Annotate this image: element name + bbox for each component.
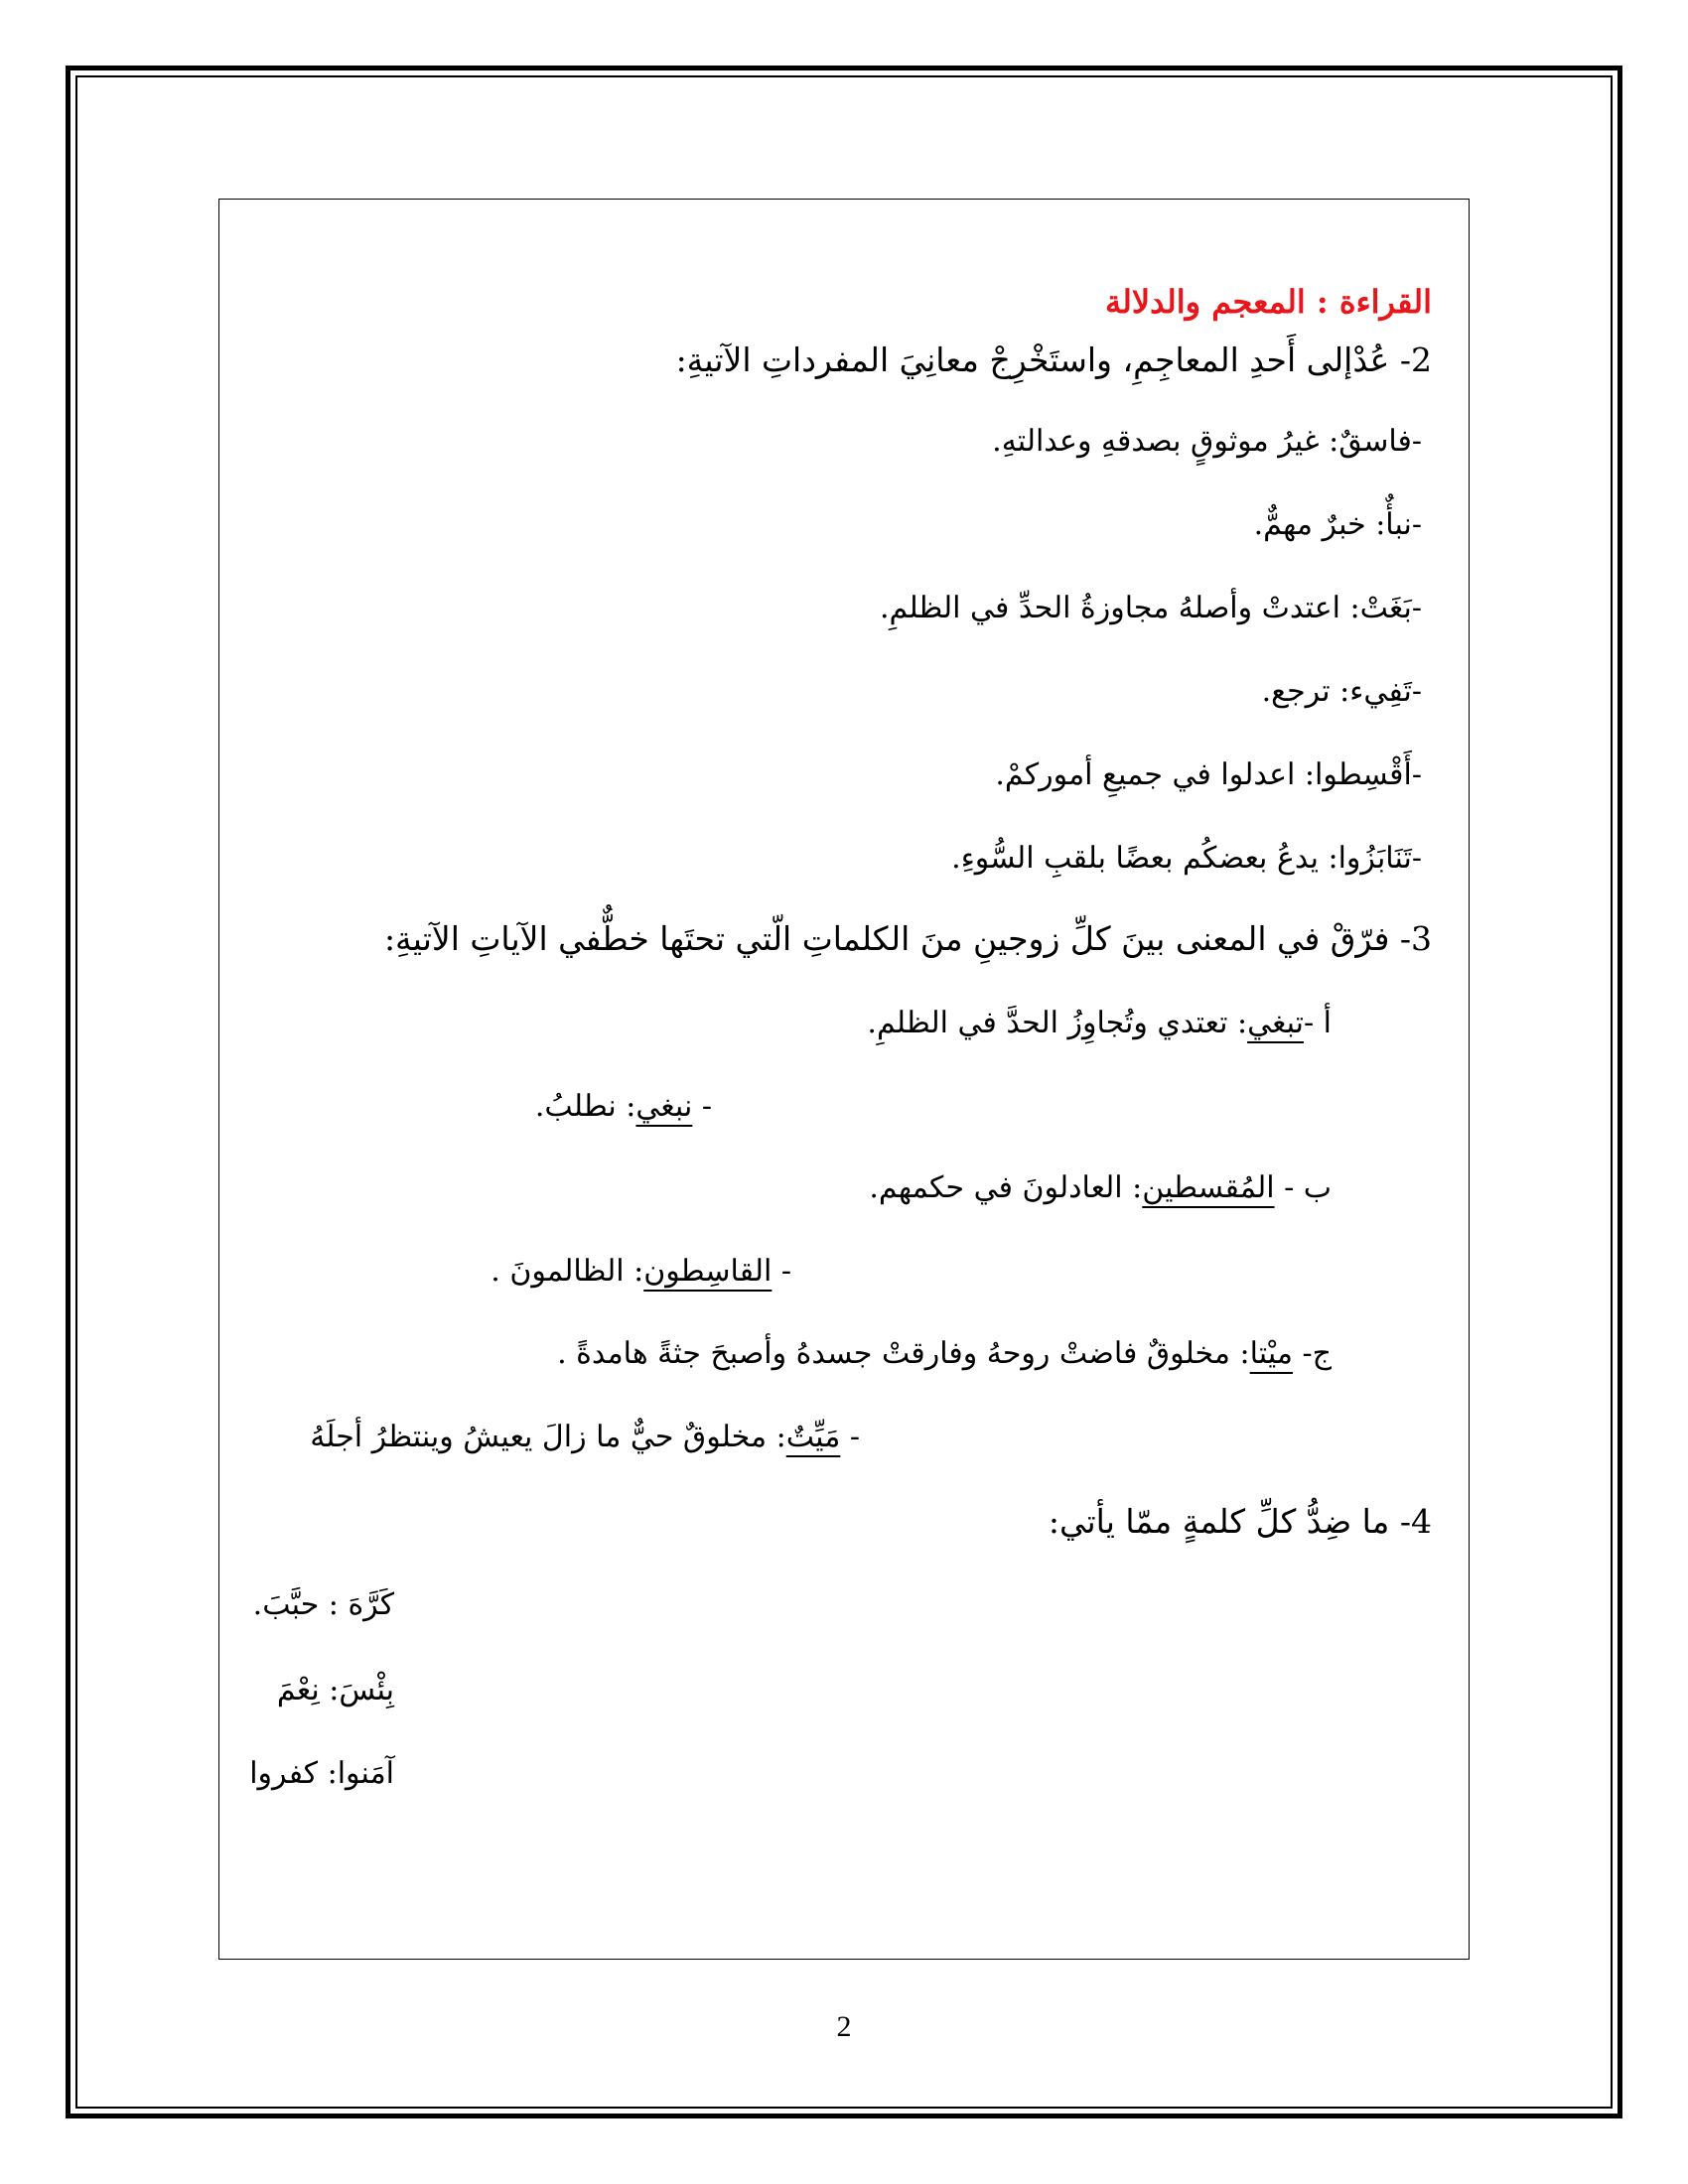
underlined-word: نبغي bbox=[635, 1089, 693, 1124]
pair-prefix: - bbox=[840, 1420, 860, 1454]
definition-item: -تَفِيء: ترجع. bbox=[1261, 674, 1422, 709]
definition-item: -تَنَابَزُوا: يدعُ بعضكُم بعضًا بلقبِ السُّوءِ. bbox=[951, 841, 1422, 876]
underlined-word: القاسِطون bbox=[643, 1254, 773, 1289]
pair-prefix: ج- bbox=[1292, 1336, 1332, 1371]
pair-c-second bbox=[310, 1420, 860, 1455]
pair-prefix: ب - bbox=[1274, 1170, 1332, 1205]
pair-prefix: أ - bbox=[1303, 1006, 1332, 1040]
section-title: القراءة : المعجم والدلالة bbox=[1105, 283, 1432, 321]
question-4-prompt: 4- ما ضِدُّ كلِّ كلمةٍ ممّا يأتي: bbox=[1048, 1502, 1432, 1541]
question-3-prompt: 3- فرّقْ في المعنى بينَ كلِّ زوجينِ منَ الكلماتِ الّتي تحتَها خطٌّفي الآياتِ الآتيةِ: bbox=[383, 919, 1432, 958]
definition-item: -أَقْسِطوا: اعدلوا في جميعِ أموركمْ. bbox=[995, 757, 1422, 792]
underlined-word: مَيِّتٌ bbox=[785, 1420, 841, 1454]
pair-a-second bbox=[535, 1089, 712, 1125]
pair-a-first bbox=[867, 1006, 1332, 1041]
definition-item: -فاسقٌ: غيرُ موثوقٍ بصدقهِ وعدالتهِ. bbox=[992, 424, 1422, 459]
pair-b-first bbox=[869, 1170, 1332, 1206]
pair-c-first bbox=[557, 1336, 1332, 1372]
pair-meaning: : تعتدي وتُجاوِزُ الحدَّ في الظلمِ. bbox=[867, 1006, 1248, 1040]
underlined-word: تبغي bbox=[1247, 1006, 1304, 1040]
pair-meaning: : مخلوقٌ حيٌّ ما زالَ يعيشُ وينتظرُ أجلَهُ bbox=[310, 1420, 786, 1454]
antonym-item: كَرَّهَ : حبَّبَ. bbox=[252, 1587, 394, 1622]
content-box bbox=[218, 199, 1470, 1960]
antonym-item: آمَنوا: كفروا bbox=[249, 1756, 394, 1791]
pair-meaning: : الظالمونَ . bbox=[491, 1254, 644, 1289]
definition-item: -نبأٌ: خبرٌ مهمٌّ. bbox=[1253, 507, 1422, 542]
page-number: 2 bbox=[836, 2010, 852, 2043]
pair-meaning: : مخلوقٌ فاضتْ روحهُ وفارقتْ جسدهُ وأصبحَ جثةً هامدةً . bbox=[557, 1336, 1250, 1371]
underlined-word: المُقسطين bbox=[1142, 1170, 1275, 1205]
question-2-prompt: 2- عُدْإلى أَحدِ المعاجِمِ، واستَخْرِجْ معانِيَ المفرداتِ الآتيةِ: bbox=[675, 341, 1432, 379]
pair-meaning: : نطلبُ. bbox=[534, 1089, 636, 1124]
pair-prefix: - bbox=[692, 1089, 712, 1124]
pair-b-second bbox=[491, 1254, 791, 1290]
pair-prefix: - bbox=[772, 1254, 791, 1289]
underlined-word: ميْتا bbox=[1249, 1336, 1293, 1371]
antonym-item: بِئْسَ: نِعْمَ bbox=[276, 1673, 394, 1707]
pair-meaning: : العادلونَ في حكمهم. bbox=[869, 1170, 1143, 1205]
definition-item: -بَغَتْ: اعتدتْ وأصلهُ مجاوزةُ الحدِّ في الظلمِ. bbox=[879, 591, 1422, 625]
